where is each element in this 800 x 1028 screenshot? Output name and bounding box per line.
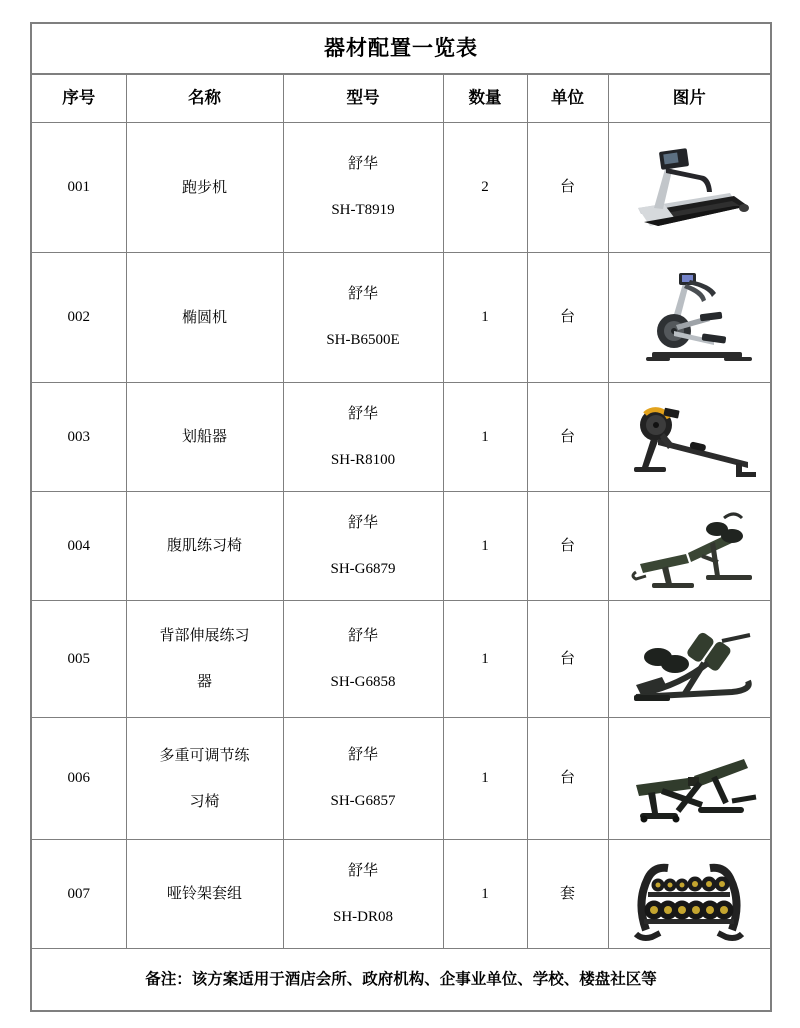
model-text: SH-G6857 [330, 793, 396, 809]
elliptical-image [614, 264, 764, 372]
table-row [31, 840, 771, 949]
rower-image [614, 383, 764, 491]
brand-text: 舒华 [347, 405, 378, 422]
cell-unit: 台 [527, 383, 608, 492]
model-text: SH-T8919 [331, 202, 395, 218]
col-header-name: 名称 [126, 74, 283, 123]
col-header-picture: 图片 [608, 74, 771, 123]
equipment-name-text: 背部伸展练习器 [159, 628, 250, 690]
cell-equipment-name [126, 601, 283, 718]
model-text: SH-DR08 [332, 908, 393, 925]
cell-serial-number: 004 [31, 492, 126, 601]
brand-text: 舒华 [347, 514, 378, 531]
cell-picture [608, 123, 771, 253]
cell-quantity: 1 [443, 253, 527, 383]
cell-quantity: 1 [443, 601, 527, 718]
cell-quantity: 1 [443, 840, 527, 949]
brand-text: 舒华 [347, 862, 378, 879]
cell-picture [608, 492, 771, 601]
equipment-table [30, 22, 772, 1012]
back-extension-image [614, 605, 764, 713]
brand-text: 舒华 [347, 627, 378, 644]
equipment-name-text: 多重可调节练习椅 [159, 747, 250, 810]
cell-serial-number: 007 [31, 840, 126, 949]
cell-equipment-name [126, 253, 283, 383]
cell-model [283, 840, 443, 949]
col-header-qty: 数量 [443, 74, 527, 123]
equipment-name-text: 哑铃架套组 [166, 886, 242, 902]
model-text: SH-G6858 [330, 673, 396, 690]
cell-serial-number: 001 [31, 123, 126, 253]
cell-model [283, 253, 443, 383]
cell-model [283, 718, 443, 840]
col-header-no: 序号 [31, 74, 126, 123]
equipment-name-text: 跑步机 [181, 179, 227, 196]
cell-equipment-name [126, 383, 283, 492]
cell-picture [608, 601, 771, 718]
cell-quantity: 1 [443, 718, 527, 840]
cell-serial-number: 005 [31, 601, 126, 718]
cell-serial-number: 002 [31, 253, 126, 383]
cell-picture [608, 718, 771, 840]
table-row [31, 253, 771, 383]
cell-equipment-name [126, 123, 283, 253]
cell-unit: 台 [527, 123, 608, 253]
model-text: SH-R8100 [330, 451, 396, 468]
model-text: SH-G6879 [330, 560, 396, 577]
col-header-model: 型号 [283, 74, 443, 123]
col-header-unit: 单位 [527, 74, 608, 123]
model-text: SH-B6500E [326, 332, 400, 348]
ab-bench-image [614, 492, 764, 600]
cell-equipment-name [126, 492, 283, 601]
brand-text: 舒华 [347, 747, 378, 764]
equipment-name-text: 椭圆机 [181, 309, 227, 326]
brand-text: 舒华 [347, 156, 378, 173]
cell-picture [608, 840, 771, 949]
cell-picture [608, 253, 771, 383]
cell-model [283, 383, 443, 492]
cell-model [283, 123, 443, 253]
cell-serial-number: 003 [31, 383, 126, 492]
adjustable-bench-image [614, 725, 764, 833]
cell-unit: 台 [527, 492, 608, 601]
treadmill-image [614, 134, 764, 242]
cell-unit: 台 [527, 718, 608, 840]
cell-equipment-name [126, 840, 283, 949]
table-row [31, 492, 771, 601]
equipment-name-text: 划船器 [181, 429, 227, 445]
cell-quantity: 1 [443, 383, 527, 492]
cell-unit: 套 [527, 840, 608, 949]
cell-quantity: 2 [443, 123, 527, 253]
cell-serial-number: 006 [31, 718, 126, 840]
table-row [31, 123, 771, 253]
cell-equipment-name [126, 718, 283, 840]
cell-unit: 台 [527, 601, 608, 718]
dumbbell-rack-image [614, 840, 764, 948]
table-row [31, 718, 771, 840]
brand-text: 舒华 [347, 286, 378, 303]
cell-quantity: 1 [443, 492, 527, 601]
cell-picture [608, 383, 771, 492]
cell-model [283, 492, 443, 601]
table-title: 器材配置一览表 [31, 23, 771, 74]
equipment-name-text: 腹肌练习椅 [166, 538, 242, 554]
table-row [31, 383, 771, 492]
cell-unit: 台 [527, 253, 608, 383]
cell-model [283, 601, 443, 718]
table-row [31, 601, 771, 718]
table-remark: 备注：该方案适用于酒店会所、政府机构、企事业单位、学校、楼盘社区等 [31, 949, 771, 1012]
